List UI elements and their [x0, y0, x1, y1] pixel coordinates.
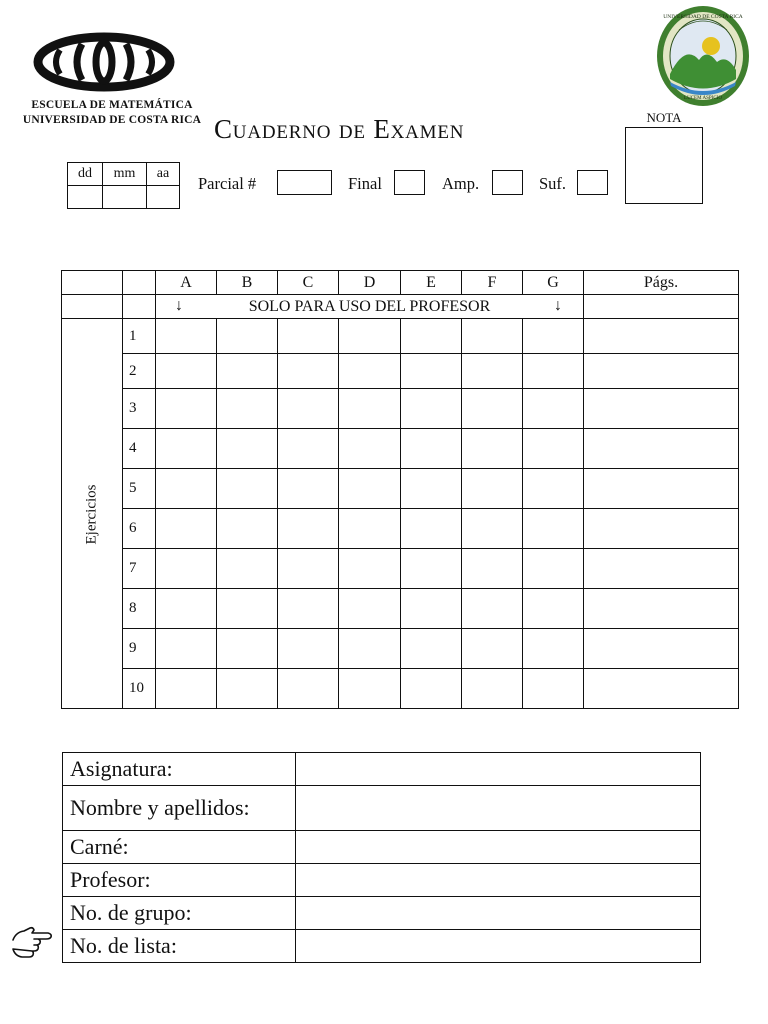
score-cell[interactable] — [461, 509, 522, 549]
score-cell[interactable] — [216, 354, 277, 389]
score-cell[interactable] — [400, 629, 461, 669]
score-cell[interactable] — [338, 389, 400, 429]
suf-label: Suf. — [539, 174, 567, 193]
ejercicios-label: Ejercicios — [83, 484, 100, 544]
score-cell[interactable] — [277, 469, 338, 509]
score-cell[interactable] — [338, 549, 400, 589]
score-cell[interactable] — [277, 629, 338, 669]
score-cell[interactable] — [400, 589, 461, 629]
score-cell[interactable] — [522, 549, 583, 589]
professor-use-row — [155, 295, 583, 319]
corner-cell — [122, 295, 155, 319]
exercise-row-label: 10 — [122, 669, 155, 709]
pointing-hand-icon — [10, 924, 54, 960]
nombre-label: Nombre y apellidos: — [63, 786, 296, 831]
profesor-field[interactable] — [296, 864, 701, 897]
pages-cell[interactable] — [583, 589, 738, 629]
score-cell[interactable] — [461, 429, 522, 469]
score-cell[interactable] — [522, 319, 583, 354]
score-cell[interactable] — [216, 319, 277, 354]
score-cell[interactable] — [155, 319, 216, 354]
date-field-aa[interactable] — [147, 186, 180, 209]
carne-label: Carné: — [63, 831, 296, 864]
score-cell[interactable] — [216, 469, 277, 509]
final-label: Final — [348, 174, 382, 193]
corner-cell — [62, 295, 123, 319]
score-cell[interactable] — [155, 354, 216, 389]
score-cell[interactable] — [277, 354, 338, 389]
date-label-dd: dd — [68, 163, 103, 186]
score-cell[interactable] — [522, 429, 583, 469]
seal-text-bottom: LUCEM ASPICIO — [684, 96, 722, 101]
carne-field[interactable] — [296, 831, 701, 864]
page-title: Cuaderno de Examen — [214, 114, 465, 144]
column-header-a: A — [155, 271, 216, 295]
score-cell[interactable] — [461, 354, 522, 389]
score-cell[interactable] — [155, 429, 216, 469]
exercise-row-label: 5 — [122, 469, 155, 509]
score-cell[interactable] — [277, 549, 338, 589]
score-cell[interactable] — [155, 549, 216, 589]
score-cell[interactable] — [522, 509, 583, 549]
turtle-shell-logo-icon — [30, 28, 182, 98]
score-cell[interactable] — [155, 389, 216, 429]
score-cell[interactable] — [522, 469, 583, 509]
date-label-aa: aa — [147, 163, 180, 186]
score-cell[interactable] — [277, 589, 338, 629]
grupo-label: No. de grupo: — [63, 897, 296, 930]
score-cell[interactable] — [216, 389, 277, 429]
score-cell[interactable] — [461, 589, 522, 629]
student-info-table — [62, 752, 701, 963]
exercise-row-label: 8 — [122, 589, 155, 629]
exercise-row-label: 1 — [122, 319, 155, 354]
pages-cell[interactable] — [583, 629, 738, 669]
score-cell[interactable] — [338, 669, 400, 709]
score-cell[interactable] — [522, 589, 583, 629]
score-cell[interactable] — [216, 549, 277, 589]
corner-cell — [62, 271, 123, 295]
down-arrow-icon: ↓ — [174, 297, 183, 314]
score-cell[interactable] — [400, 319, 461, 354]
score-cell[interactable] — [338, 469, 400, 509]
parcial-label: Parcial # — [198, 174, 257, 193]
score-cell[interactable] — [461, 549, 522, 589]
score-cell[interactable] — [461, 669, 522, 709]
asignatura-label: Asignatura: — [63, 753, 296, 786]
pages-cell[interactable] — [583, 389, 738, 429]
score-cell[interactable] — [155, 469, 216, 509]
professor-note: SOLO PARA USO DEL PROFESOR — [248, 297, 491, 315]
score-cell[interactable] — [400, 389, 461, 429]
column-header-g: G — [522, 271, 583, 295]
corner-cell — [122, 271, 155, 295]
amp-label: Amp. — [442, 174, 480, 193]
score-cell[interactable] — [461, 389, 522, 429]
date-label-mm: mm — [103, 163, 147, 186]
final-checkbox[interactable] — [394, 170, 425, 195]
date-field-dd[interactable] — [68, 186, 103, 209]
grupo-field[interactable] — [296, 897, 701, 930]
exercise-row-label: 4 — [122, 429, 155, 469]
exercise-row-label: 6 — [122, 509, 155, 549]
score-cell[interactable] — [277, 509, 338, 549]
score-cell[interactable] — [400, 469, 461, 509]
score-cell[interactable] — [400, 549, 461, 589]
school-name-line2: UNIVERSIDAD DE COSTA RICA — [22, 114, 202, 126]
pages-cell[interactable] — [583, 429, 738, 469]
score-cell[interactable] — [338, 589, 400, 629]
score-cell[interactable] — [216, 669, 277, 709]
score-cell[interactable] — [461, 319, 522, 354]
school-name-line1: ESCUELA DE MATEMÁTICA — [31, 99, 193, 111]
score-cell[interactable] — [461, 469, 522, 509]
score-cell[interactable] — [155, 629, 216, 669]
exercise-row-label: 7 — [122, 549, 155, 589]
score-cell[interactable] — [277, 319, 338, 354]
pages-cell[interactable] — [583, 669, 738, 709]
score-cell[interactable] — [216, 629, 277, 669]
pages-cell — [583, 295, 738, 319]
ejercicios-side-cell — [62, 319, 123, 709]
score-cell[interactable] — [522, 629, 583, 669]
score-cell[interactable] — [461, 629, 522, 669]
score-cell[interactable] — [522, 354, 583, 389]
parcial-number-box[interactable] — [277, 170, 332, 195]
score-cell[interactable] — [277, 669, 338, 709]
nombre-field[interactable] — [296, 786, 701, 831]
nota-label: NOTA — [646, 110, 682, 125]
score-cell[interactable] — [216, 589, 277, 629]
pages-cell[interactable] — [583, 549, 738, 589]
down-arrow-icon: ↓ — [553, 297, 562, 314]
score-cell[interactable] — [338, 319, 400, 354]
asignatura-field[interactable] — [296, 753, 701, 786]
exercise-row-label: 9 — [122, 629, 155, 669]
pages-header: Págs. — [583, 271, 738, 295]
score-cell[interactable] — [338, 509, 400, 549]
pages-cell[interactable] — [583, 319, 738, 354]
score-cell[interactable] — [338, 629, 400, 669]
pages-cell[interactable] — [583, 354, 738, 389]
profesor-label: Profesor: — [63, 864, 296, 897]
score-cell[interactable] — [522, 669, 583, 709]
score-cell[interactable] — [338, 354, 400, 389]
date-table — [67, 162, 180, 209]
column-header-b: B — [216, 271, 277, 295]
exercise-row-label: 2 — [122, 354, 155, 389]
date-field-mm[interactable] — [103, 186, 147, 209]
score-cell[interactable] — [277, 389, 338, 429]
score-cell[interactable] — [400, 354, 461, 389]
pages-cell[interactable] — [583, 469, 738, 509]
score-cell[interactable] — [155, 589, 216, 629]
score-cell[interactable] — [338, 429, 400, 469]
column-header-f: F — [461, 271, 522, 295]
suf-checkbox[interactable] — [577, 170, 608, 195]
column-header-e: E — [400, 271, 461, 295]
nota-box[interactable] — [625, 127, 703, 204]
lista-label: No. de lista: — [63, 930, 296, 963]
grading-table — [61, 270, 739, 709]
score-cell[interactable] — [400, 509, 461, 549]
university-seal-icon — [655, 4, 751, 108]
score-cell[interactable] — [400, 429, 461, 469]
exercise-row-label: 3 — [122, 389, 155, 429]
score-cell[interactable] — [277, 429, 338, 469]
score-cell[interactable] — [400, 669, 461, 709]
column-header-d: D — [338, 271, 400, 295]
amp-checkbox[interactable] — [492, 170, 523, 195]
score-cell[interactable] — [216, 509, 277, 549]
column-header-c: C — [277, 271, 338, 295]
pages-cell[interactable] — [583, 509, 738, 549]
score-cell[interactable] — [155, 509, 216, 549]
lista-field[interactable] — [296, 930, 701, 963]
score-cell[interactable] — [522, 389, 583, 429]
score-cell[interactable] — [155, 669, 216, 709]
score-cell[interactable] — [216, 429, 277, 469]
seal-text-top: UNIVERSIDAD DE COSTA RICA — [663, 14, 743, 20]
